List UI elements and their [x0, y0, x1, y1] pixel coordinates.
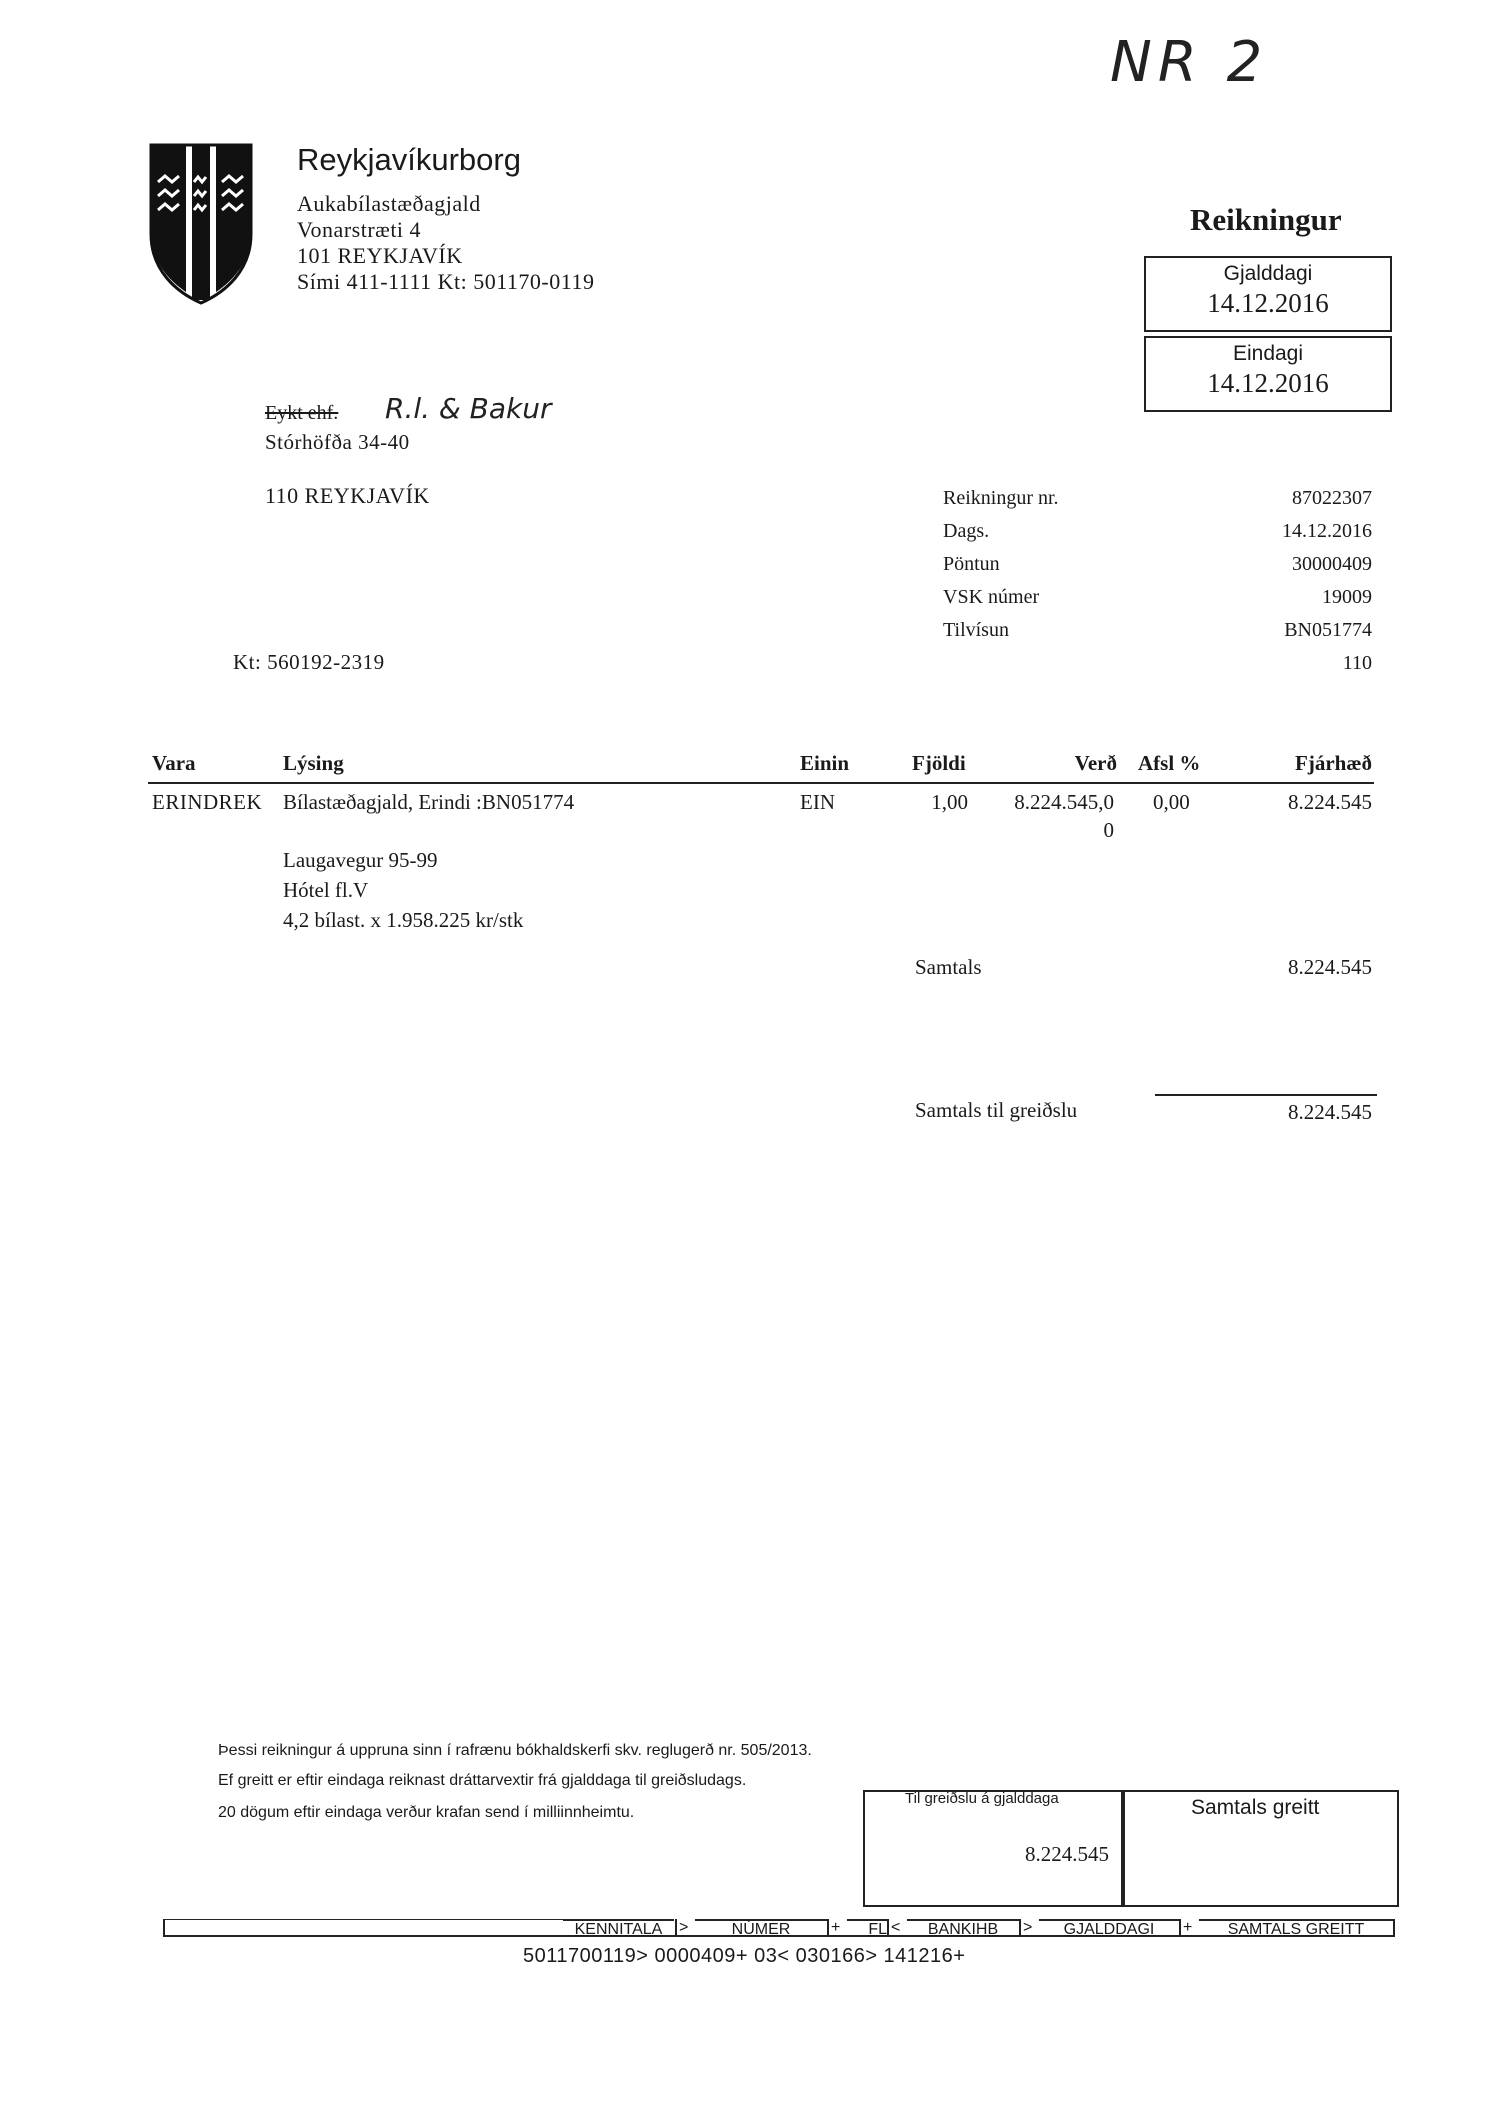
eindagi-label: Eindagi	[1232, 342, 1304, 365]
strip-sep: +	[827, 1919, 849, 1937]
samtals-label: Samtals	[915, 955, 982, 979]
item-verd-wrap: 0	[1103, 818, 1114, 842]
item-verd: 8.224.545,0	[1014, 790, 1114, 814]
total-rule	[1155, 1094, 1377, 1096]
strip-bankihb: BANKIHB	[907, 1919, 1019, 1939]
footer-note: Ef greitt er eftir eindaga reiknast dráttarvextir frá gjalddaga til greiðsludags.	[218, 1772, 747, 1789]
col-header-afsl: Afsl %	[1138, 751, 1201, 775]
item-afsl: 0,00	[1153, 790, 1190, 814]
col-header-vara: Vara	[152, 751, 196, 775]
gjalddagi-box	[1144, 256, 1392, 332]
footer-note: 20 dögum eftir eindaga verður krafan send í milliinnheimtu.	[218, 1804, 635, 1821]
col-header-fjoldi: Fjöldi	[912, 751, 966, 775]
info-label: Reikningur nr.	[943, 487, 1059, 509]
til-greidslu-value: 8.224.545	[1288, 1100, 1372, 1124]
strip-fl: FL	[847, 1919, 887, 1939]
pay-due-label: Til greiðslu á gjalddaga	[905, 1790, 1059, 1807]
invoice-number: 87022307	[1292, 487, 1372, 509]
gjalddagi-label: Gjalddagi	[1223, 262, 1313, 285]
handwritten-note: NR 2	[1110, 30, 1269, 95]
til-greidslu-label: Samtals til greiðslu	[915, 1098, 1078, 1122]
info-label: Pöntun	[943, 553, 1000, 575]
strip-gjalddagi: GJALDDAGI	[1039, 1919, 1179, 1939]
recipient-street: Stórhöfða 34-40	[265, 430, 410, 454]
col-header-lysing: Lýsing	[283, 751, 344, 775]
item-detail-line: 4,2 bílast. x 1.958.225 kr/stk	[283, 908, 524, 932]
item-detail-line: Laugavegur 95-99	[283, 848, 438, 872]
payment-code-line: 5011700119> 0000409+ 03< 030166> 141216+	[523, 1945, 966, 1967]
eindagi-value: 14.12.2016	[1207, 368, 1329, 398]
sender-contact: Sími 411-1111 Kt: 501170-0119	[297, 269, 595, 294]
sender-department: Aukabílastæðagjald	[297, 191, 481, 216]
order-number: 30000409	[1292, 553, 1372, 575]
col-header-verd: Verð	[1074, 751, 1117, 775]
reference-extra: 110	[1342, 652, 1372, 674]
strip-samtals: SAMTALS GREITT	[1199, 1919, 1393, 1939]
paid-total-label: Samtals greitt	[1191, 1796, 1320, 1819]
recipient-handwritten-correction: R.l. & Bakur	[385, 392, 552, 425]
recipient-kt: Kt: 560192-2319	[233, 650, 385, 674]
strip-sep: >	[675, 1919, 697, 1937]
item-vara: ERINDREK	[152, 790, 263, 814]
col-header-einin: Einin	[800, 751, 850, 775]
samtals-value: 8.224.545	[1288, 955, 1372, 979]
reference: BN051774	[1284, 619, 1372, 641]
col-header-fjarhaed: Fjárhæð	[1295, 751, 1372, 775]
pay-due-amount: 8.224.545	[1025, 1842, 1109, 1866]
org-name: Reykjavíkurborg	[297, 142, 521, 177]
eindagi-box	[1144, 336, 1392, 412]
info-label: Dags.	[943, 520, 990, 542]
info-label: VSK númer	[943, 586, 1040, 608]
item-detail-line: Hótel fl.V	[283, 878, 369, 902]
info-label: Tilvísun	[943, 619, 1009, 641]
recipient-name-struck: Eykt ehf.	[265, 402, 339, 424]
recipient-city: 110 REYKJAVÍK	[265, 483, 430, 508]
pay-due-box	[863, 1790, 1125, 1907]
item-fjoldi: 1,00	[931, 790, 968, 814]
city-coat-of-arms-icon	[148, 142, 254, 306]
strip-sep: +	[1179, 1919, 1201, 1937]
header-rule	[148, 782, 1374, 784]
bank-strip-top-rule	[163, 1919, 563, 1920]
sender-street: Vonarstræti 4	[297, 217, 422, 242]
invoice-date: 14.12.2016	[1282, 520, 1372, 542]
vat-number: 19009	[1322, 586, 1372, 608]
strip-sep: >	[1019, 1919, 1041, 1937]
gjalddagi-value: 14.12.2016	[1207, 288, 1329, 318]
footer-note: Þessi reikningur á uppruna sinn í rafrænu bókhaldskerfi skv. reglugerð nr. 505/2013.	[218, 1742, 812, 1759]
item-fjarhaed: 8.224.545	[1288, 790, 1372, 814]
invoice-title: Reikningur	[1190, 202, 1342, 237]
strip-numer: NÚMER	[695, 1919, 827, 1939]
sender-city: 101 REYKJAVÍK	[297, 243, 463, 268]
item-einin: EIN	[800, 790, 835, 814]
item-lysing: Bílastæðagjald, Erindi :BN051774	[283, 790, 575, 814]
strip-kennitala: KENNITALA	[563, 1919, 674, 1939]
strip-sep: <	[887, 1919, 909, 1937]
paid-total-box[interactable]	[1121, 1790, 1399, 1907]
